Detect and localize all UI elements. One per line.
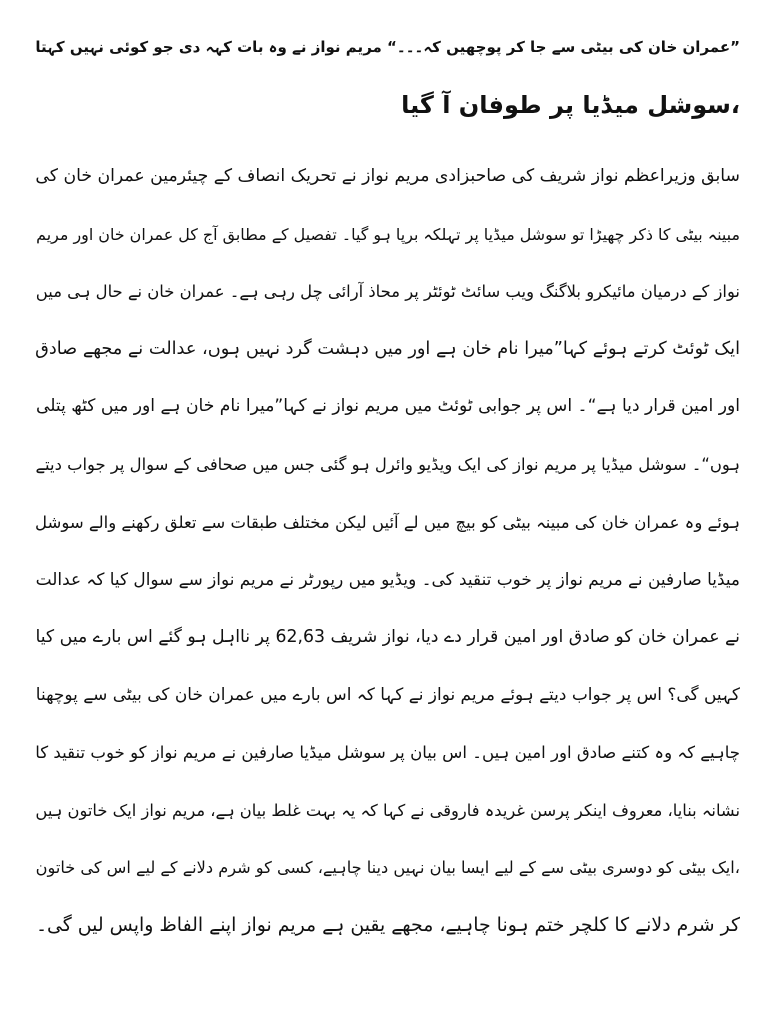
body-line: مبینہ بیٹی کا ذکر چھیڑا تو سوشل میڈیا پر تہلکہ برپا ہو گیا۔ تفصیل کے مطابق آج کل عمران خان اور مریم [36,224,740,244]
body-line: نے عمران خان کو صادق اور امین قرار دے دیا، نواز شریف 62,63 پر نااہل ہو گئے اس بارے میں کیا [35,626,740,647]
headline [28,18,740,134]
body-line: ایک ٹوئٹ کرتے ہوئے کہا”میرا نام خان ہے اور میں دہشت گرد نہیں ہوں، عدالت نے مجھے صادق [35,338,740,359]
body-line: سابق وزیراعظم نواز شریف کی صاحبزادی مریم نواز نے تحریک انصاف کے چیئرمین عمران خان کی [35,166,740,186]
article [28,18,740,954]
article-body [28,148,740,954]
headline-line: ،سوشل میڈیا پر طوفان آ گیا [401,91,740,119]
body-line: چاہیے کہ وہ کتنے صادق اور امین ہیں۔ اس بیان پر سوشل میڈیا صارفین نے مریم نواز کو خوب تنقید کا [35,742,740,762]
body-line: اور امین قرار دیا ہے“۔ اس پر جوابی ٹوئٹ میں مریم نواز نے کہا”میرا نام خان ہے اور میں کٹھ پتلی [35,396,740,417]
body-line: کہیں گی؟ اس پر جواب دیتے ہوئے مریم نواز نے کہا کہ اس بارے میں عمران خان کی بیٹی سے پوچھنا [35,684,740,705]
body-line: ،ایک بیٹی کو دوسری بیٹی سے کے لیے ایسا بیان نہیں دینا چاہیے، کسی کو شرم دلانے کے لیے اس کی خاتون [35,858,740,878]
body-line: ہوئے وہ عمران خان کی مبینہ بیٹی کو بیچ میں لے آئیں لیکن مختلف طبقات سے تعلق رکھنے والے سوشل [35,512,740,532]
body-line: نشانہ بنایا، معروف اینکر پرسن غریدہ فاروقی نے کہا کہ یہ بہت غلط بیان ہے، مریم نواز ایک خاتون ہیں [35,800,740,820]
body-line: کر شرم دلانے کا کلچر ختم ہونا چاہیے، مجھے یقین ہے مریم نواز اپنے الفاظ واپس لیں گی۔ [35,913,740,936]
headline-line: ”عمران خان کی بیٹی سے جا کر پوچھیں کہ۔۔۔“ مریم نواز نے وہ بات کہہ دی جو کوئی نہیں کہتا [35,38,740,56]
body-line: میڈیا صارفین نے مریم نواز پر خوب تنقید کی۔ ویڈیو میں رپورٹر نے مریم نواز سے سوال کیا کہ عدالت [35,569,740,590]
body-line: نواز کے درمیان مائیکرو بلاگنگ ویب سائٹ ٹوئٹر پر محاذ آرائی چل رہی ہے۔ عمران خان نے حال ہی میں [35,282,740,302]
body-line: ہوں“۔ سوشل میڈیا پر مریم نواز کی ایک ویڈیو وائرل ہو گئی جس میں صحافی کے سوال پر جواب دیتے [35,454,740,474]
